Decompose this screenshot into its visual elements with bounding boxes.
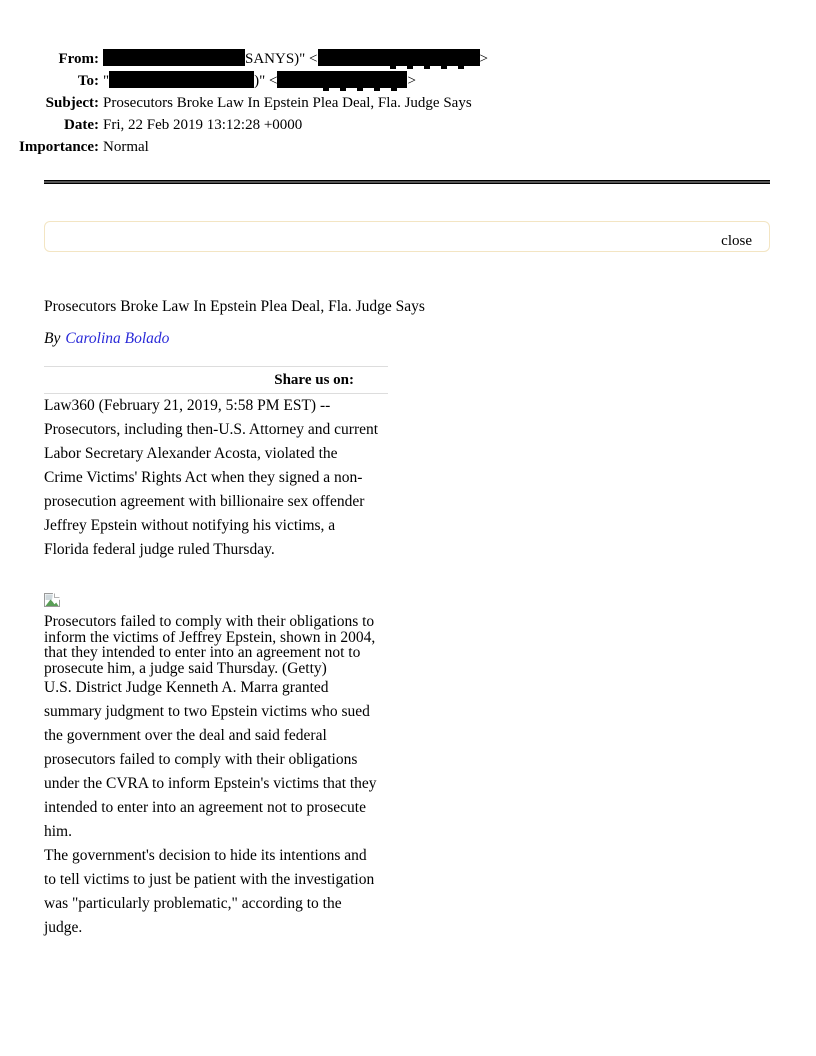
caption-line: that they intended to enter into an agreement not to <box>44 644 361 661</box>
paragraph-line: prosecutors failed to comply with their obligations <box>44 751 358 768</box>
subject-label: Subject: <box>45 95 99 111</box>
paragraph-line: judge. <box>44 919 83 936</box>
paragraph-line: intended to enter into an agreement not to prosecute <box>44 799 366 816</box>
paragraph-line: Labor Secretary Alexander Acosta, violated the <box>44 445 338 462</box>
byline <box>44 330 816 348</box>
redaction-bar <box>103 49 245 66</box>
from-value <box>99 48 488 70</box>
article-paragraph <box>44 394 816 562</box>
redaction-bar <box>109 71 254 88</box>
paragraph-line: the government over the deal and said federal <box>44 727 327 744</box>
author-link[interactable]: Carolina Bolado <box>65 330 170 347</box>
email-header <box>0 0 816 158</box>
paragraph-line: Crime Victims' Rights Act when they signed a non- <box>44 469 363 486</box>
article-figure <box>44 593 816 676</box>
header-row-from <box>0 48 816 70</box>
caption-line: prosecute him, a judge said Thursday. (Getty) <box>44 659 327 677</box>
paragraph-line: U.S. District Judge Kenneth A. Marra granted <box>44 679 329 696</box>
paragraph-line: Law360 (February 21, 2019, 5:58 PM EST) -- <box>44 397 331 414</box>
notice-box <box>44 221 770 252</box>
caption-line: Prosecutors failed to comply with their obligations to <box>44 613 375 630</box>
date-label: Date: <box>64 117 99 133</box>
header-row-importance <box>0 136 816 158</box>
article-title: Prosecutors Broke Law In Epstein Plea Deal, Fla. Judge Says <box>44 298 425 315</box>
from-suffix-text: > <box>479 51 488 67</box>
to-suffix-text: > <box>407 73 416 89</box>
article-paragraph <box>44 844 816 940</box>
close-button[interactable]: close <box>721 233 752 249</box>
paragraph-line: Prosecutors, including then-U.S. Attorney and current <box>44 421 379 438</box>
paragraph-line: was "particularly problematic," according to the <box>44 895 342 912</box>
header-row-subject <box>0 92 816 114</box>
caption-line: inform the victims of Jeffrey Epstein, shown in 2004, <box>44 628 376 646</box>
from-label: From: <box>58 51 99 67</box>
importance-value: Normal <box>103 139 149 155</box>
subject-value: Prosecutors Broke Law In Epstein Plea Deal, Fla. Judge Says <box>103 95 472 111</box>
header-row-date <box>0 114 816 136</box>
to-value <box>99 70 416 92</box>
redaction-bar <box>318 49 480 66</box>
to-prefix-text: " <box>103 73 110 89</box>
share-bar <box>44 366 388 394</box>
paragraph-line: Jeffrey Epstein without notifying his victims, a <box>44 517 336 534</box>
image-caption <box>44 614 816 676</box>
from-visible-text: SANYS)" < <box>245 51 318 67</box>
article-paragraph <box>44 676 816 844</box>
to-label: To: <box>77 73 99 89</box>
paragraph-line: prosecution agreement with billionaire sex offender <box>44 493 365 510</box>
paragraph-line: under the CVRA to inform Epstein's victims that they <box>44 775 377 792</box>
paragraph-line: him. <box>44 823 72 840</box>
byline-prefix: By <box>44 330 61 347</box>
to-visible-text: )" < <box>254 73 278 89</box>
paragraph-line: summary judgment to two Epstein victims who sued <box>44 703 370 720</box>
header-divider-rule <box>44 180 770 184</box>
paragraph-line: The government's decision to hide its intentions and <box>44 847 367 864</box>
importance-label: Importance: <box>19 139 99 155</box>
paragraph-line: to tell victims to just be patient with the investigation <box>44 871 375 888</box>
date-value: Fri, 22 Feb 2019 13:12:28 +0000 <box>103 117 303 133</box>
broken-image-icon <box>44 593 61 608</box>
paragraph-line: Florida federal judge ruled Thursday. <box>44 541 275 558</box>
share-label: Share us on: <box>274 372 354 388</box>
article-body <box>44 394 816 940</box>
redaction-bar <box>277 71 407 88</box>
header-row-to <box>0 70 816 92</box>
article <box>44 297 816 940</box>
